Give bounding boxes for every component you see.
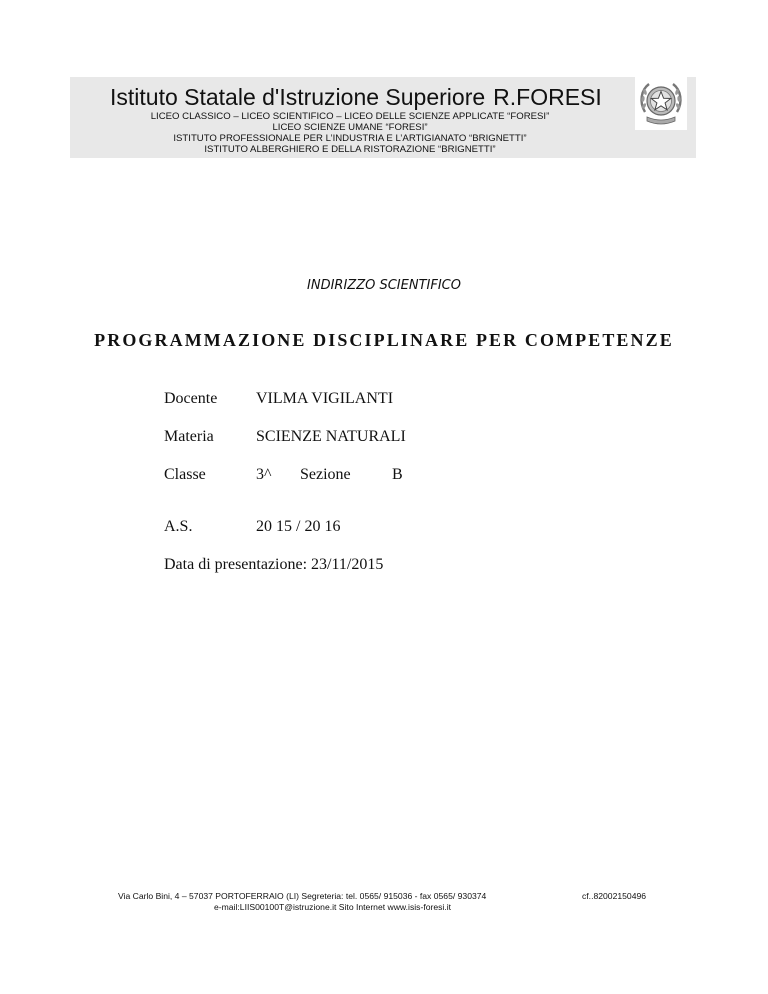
footer-address: Via Carlo Bini, 4 – 57037 PORTOFERRAIO (LI) Segreteria: tel. 0565/ 915036 - fax 0565/ 930374	[118, 891, 487, 901]
as-label: A.S.	[164, 518, 193, 535]
sezione-value: B	[392, 466, 403, 483]
subtitle-line-3: ISTITUTO PROFESSIONALE PER L’INDUSTRIA E L’ARTIGIANATO “BRIGNETTI”	[173, 133, 527, 144]
document-title: PROGRAMMAZIONE DISCIPLINARE PER COMPETENZE	[94, 330, 674, 350]
docente-value: VILMA VIGILANTI	[256, 390, 394, 407]
as-value: 20 15 / 20 16	[256, 518, 341, 535]
institute-name: R.FORESI	[493, 84, 602, 110]
footer	[118, 891, 678, 913]
institute-subtitles	[70, 111, 630, 155]
classe-label: Classe	[164, 466, 206, 483]
subtitle-line-2: LICEO SCIENZE UMANE “FORESI”	[272, 122, 428, 133]
subtitle-line-1: LICEO CLASSICO – LICEO SCIENTIFICO – LICEO DELLE SCIENZE APPLICATE “FORESI”	[150, 111, 550, 122]
materia-value: SCIENZE NATURALI	[256, 428, 406, 445]
indirizzo-label: INDIRIZZO SCIENTIFICO	[307, 278, 461, 293]
footer-tax-code: cf..82002150496	[582, 891, 647, 901]
institute-title-main: Istituto Statale d'Istruzione Superiore	[110, 84, 486, 110]
footer-contacts: e-mail:LIIS00100T@istruzione.it Sito Internet www.isis-foresi.it	[214, 902, 452, 912]
classe-value: 3^	[256, 466, 272, 483]
italian-republic-emblem-icon	[635, 76, 687, 130]
sezione-label: Sezione	[300, 466, 351, 483]
institute-title	[110, 84, 602, 110]
subtitle-line-4: ISTITUTO ALBERGHIERO E DELLA RISTORAZIONE “BRIGNETTI”	[204, 144, 496, 155]
materia-label: Materia	[164, 428, 214, 445]
docente-label: Docente	[164, 390, 218, 407]
presentation-date: Data di presentazione: 23/11/2015	[164, 556, 384, 573]
